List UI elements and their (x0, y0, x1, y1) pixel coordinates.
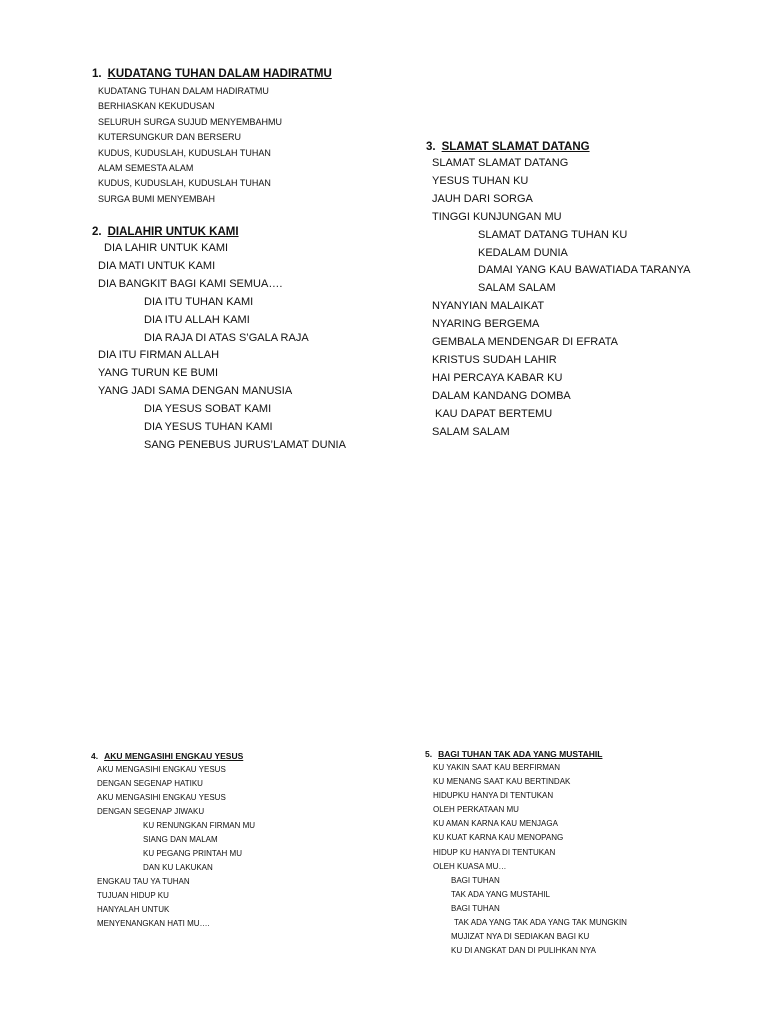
lyric-line: KU PEGANG PRINTAH MU (143, 849, 242, 858)
song-title-text: AKU MENGASIHI ENGKAU YESUS (104, 751, 244, 761)
song-title (426, 139, 691, 155)
lyric-line: ALAM SEMESTA ALAM (98, 163, 194, 174)
lyric-line: SLAMAT SLAMAT DATANG (432, 157, 569, 169)
lyric-line: AKU MENGASIHI ENGKAU YESUS (97, 765, 226, 774)
lyric-line: KUDUS, KUDUSLAH, KUDUSLAH TUHAN (98, 178, 271, 189)
lyric-line: KUDATANG TUHAN DALAM HADIRATMU (98, 86, 269, 96)
song-title (92, 224, 346, 240)
lyric-line: KRISTUS SUDAH LAHIR (432, 353, 557, 366)
lyric-line: JAUH DARI SORGA (432, 192, 533, 205)
lyric-line: BERHIASKAN KEKUDUSAN (98, 101, 215, 112)
lyric-line: BAGI TUHAN (451, 903, 500, 913)
lyric-line: MUJIZAT NYA DI SEDIAKAN BAGI KU (451, 932, 590, 942)
lyric-line: OLEH KUASA MU… (433, 861, 507, 871)
lyric-line: YESUS TUHAN KU (432, 174, 529, 187)
lyric-line: DIA ITU TUHAN KAMI (144, 295, 254, 308)
lyric-line: GEMBALA MENDENGAR DI EFRATA (432, 336, 619, 349)
lyric-line: SIANG DAN MALAM (143, 835, 218, 844)
lyric-line: YANG TURUN KE BUMI (98, 367, 218, 380)
lyric-line: KEDALAM DUNIA (478, 246, 568, 259)
lyric-line: DIA BANGKIT BAGI KAMI SEMUA…. (98, 277, 283, 290)
lyric-line: KU RENUNGKAN FIRMAN MU (143, 821, 256, 830)
lyric-line: SELURUH SURGA SUJUD MENYEMBAHMU (98, 116, 283, 127)
lyric-line: BAGI TUHAN (451, 875, 500, 885)
lyric-line: DAN KU LAKUKAN (143, 863, 213, 872)
song-title (425, 748, 627, 760)
lyric-line: DIA MATI UNTUK KAMI (98, 259, 216, 272)
lyric-line: NYANYIAN MALAIKAT (432, 300, 545, 313)
lyric-line: DENGAN SEGENAP HATIKU (97, 779, 203, 788)
lyric-line: KU DI ANGKAT DAN DI PULIHKAN NYA (451, 946, 596, 956)
lyric-line: KU MENANG SAAT KAU BERTINDAK (433, 777, 571, 787)
lyric-line: DIA YESUS TUHAN KAMI (144, 421, 273, 434)
lyric-line: TAK ADA YANG TAK ADA YANG TAK MUNGKIN (454, 918, 627, 928)
lyric-line: DIA YESUS SOBAT KAMI (144, 403, 272, 416)
lyric-line: DENGAN SEGENAP JIWAKU (97, 807, 205, 816)
song-title (92, 66, 332, 82)
song-number: 4. (91, 751, 99, 761)
lyric-line: TAK ADA YANG MUSTAHIL (451, 889, 550, 899)
song-5 (425, 748, 627, 958)
song-number: 3. (426, 141, 436, 153)
lyric-line: DALAM KANDANG DOMBA (432, 389, 571, 402)
lyric-line: MENYENANGKAN HATI MU…. (97, 919, 210, 928)
lyric-line: AKU MENGASIHI ENGKAU YESUS (97, 793, 226, 802)
lyric-line: SURGA BUMI MENYEMBAH (98, 193, 216, 204)
lyric-line: KAU DAPAT BERTEMU (435, 407, 553, 420)
lyric-line: KU AMAN KARNA KAU MENJAGA (433, 819, 558, 829)
lyric-line: SALAM SALAM (478, 282, 556, 295)
lyric-line: KU YAKIN SAAT KAU BERFIRMAN (433, 763, 560, 772)
lyric-line: HAI PERCAYA KABAR KU (432, 371, 563, 384)
song-3 (426, 139, 691, 442)
lyric-line: HIDUPKU HANYA DI TENTUKAN (433, 791, 554, 801)
song-title-text: BAGI TUHAN TAK ADA YANG MUSTAHIL (438, 749, 603, 759)
lyric-line: YANG JADI SAMA DENGAN MANUSIA (98, 385, 293, 398)
song-title (91, 750, 255, 762)
lyric-line: DIA RAJA DI ATAS S’GALA RAJA (144, 331, 309, 344)
lyric-line: DIA ITU ALLAH KAMI (144, 313, 250, 326)
song-title-text: KUDATANG TUHAN DALAM HADIRATMU (107, 68, 332, 80)
lyric-line: OLEH PERKATAAN MU (433, 805, 519, 815)
lyric-line: DIA LAHIR UNTUK KAMI (104, 242, 229, 254)
lyric-line: KUTERSUNGKUR DAN BERSERU (98, 132, 242, 143)
song-number: 2. (92, 226, 102, 238)
lyric-line: HIDUP KU HANYA DI TENTUKAN (433, 847, 556, 857)
lyric-line: SLAMAT DATANG TUHAN KU (478, 228, 628, 241)
lyric-line: DIA ITU FIRMAN ALLAH (98, 349, 220, 362)
lyric-line: ENGKAU TAU YA TUHAN (97, 877, 190, 886)
lyric-line: NYARING BERGEMA (432, 318, 540, 331)
lyric-line: HANYALAH UNTUK (97, 905, 170, 914)
lyric-line: KU KUAT KARNA KAU MENOPANG (433, 833, 564, 843)
lyric-line: DAMAI YANG KAU BAWATIADA TARANYA (478, 264, 691, 277)
song-4 (91, 750, 255, 931)
lyric-line: TUJUAN HIDUP KU (97, 891, 169, 900)
song-1 (92, 66, 332, 207)
song-number: 5. (425, 749, 433, 759)
lyric-line: KUDUS, KUDUSLAH, KUDUSLAH TUHAN (98, 147, 271, 158)
song-2 (92, 224, 346, 455)
song-number: 1. (92, 68, 102, 80)
lyric-line: SANG PENEBUS JURUS’LAMAT DUNIA (144, 438, 346, 451)
lyric-line: SALAM SALAM (432, 425, 510, 438)
lyric-line: TINGGI KUNJUNGAN MU (432, 210, 562, 223)
song-title-text: DIALAHIR UNTUK KAMI (107, 226, 239, 238)
song-title-text: SLAMAT SLAMAT DATANG (441, 141, 590, 153)
